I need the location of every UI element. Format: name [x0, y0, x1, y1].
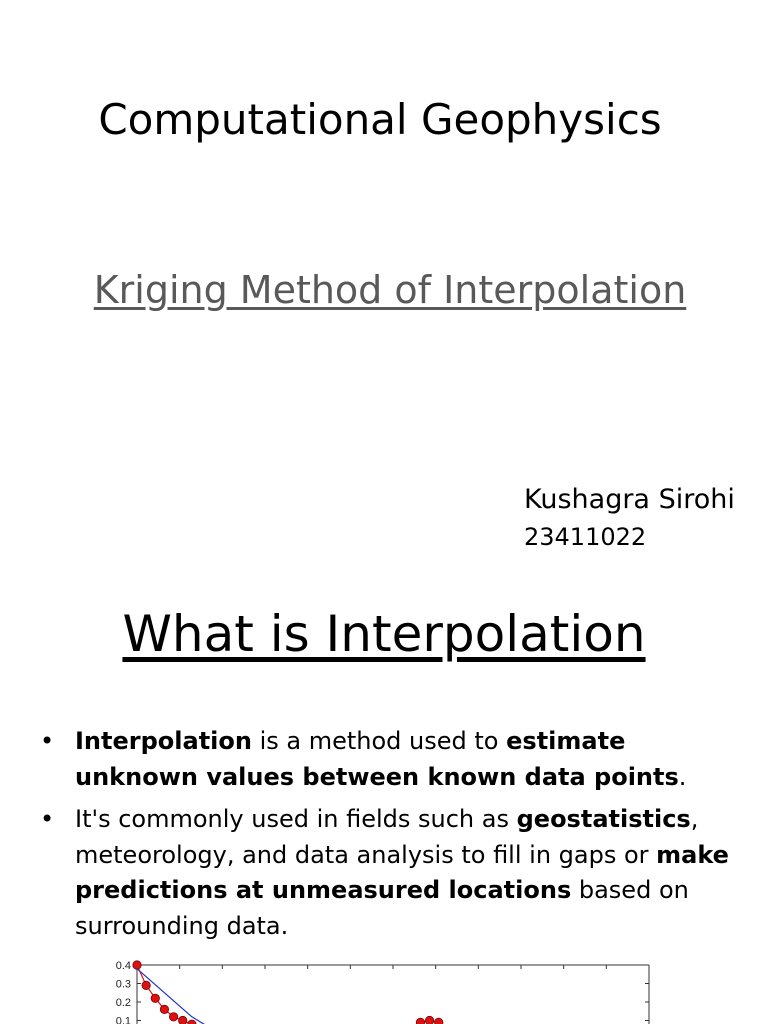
bullet-item	[40, 802, 740, 944]
data-point	[435, 1018, 443, 1024]
y-tick-label: 0.2	[115, 997, 131, 1009]
data-point	[151, 994, 159, 1002]
y-tick-label: 0.1	[115, 1015, 131, 1024]
bullet-item	[40, 724, 740, 795]
data-point	[425, 1016, 433, 1024]
bullet-text: It's commonly used in fields such as	[75, 805, 517, 833]
data-point	[133, 961, 141, 969]
data-point	[142, 981, 150, 989]
y-tick-labels	[116, 960, 131, 1024]
title-slide-heading: Computational Geophysics	[98, 95, 662, 144]
bullet-marker: •	[40, 805, 55, 833]
plot-frame	[137, 965, 649, 1024]
data-point	[160, 1005, 168, 1013]
data-line	[137, 965, 219, 1024]
fit-line	[137, 969, 228, 1024]
data-point	[179, 1016, 187, 1024]
bullet-text-bold: estimate unknown values between known data points	[75, 727, 679, 791]
bullet-text: is a method used to	[251, 727, 507, 755]
interpolation-plot	[100, 955, 660, 1024]
bullet-list	[40, 724, 740, 951]
section-heading: What is Interpolation	[122, 605, 646, 663]
plot-series	[133, 961, 452, 1024]
bullet-text-bold: Interpolation	[75, 727, 252, 755]
y-tick-label: 0.3	[115, 978, 131, 991]
bullet-marker: •	[40, 727, 55, 755]
data-point	[416, 1018, 424, 1024]
data-point	[169, 1013, 177, 1021]
subtitle-link[interactable]: Kriging Method of Interpolation	[93, 268, 687, 312]
bullet-text-bold: make predictions at unmeasured locations	[75, 840, 729, 904]
bullet-text: , meteorology, and data analysis to fill in gaps or	[75, 805, 699, 869]
bullet-text: .	[678, 762, 687, 791]
data-point	[188, 1020, 196, 1024]
author-name: Kushagra Sirohi	[524, 484, 735, 515]
y-tick-label: 0.4	[115, 960, 131, 972]
bullet-text-bold: geostatistics	[516, 805, 691, 833]
bullet-text: based on surrounding data.	[75, 876, 689, 940]
roll-number: 23411022	[524, 523, 647, 551]
